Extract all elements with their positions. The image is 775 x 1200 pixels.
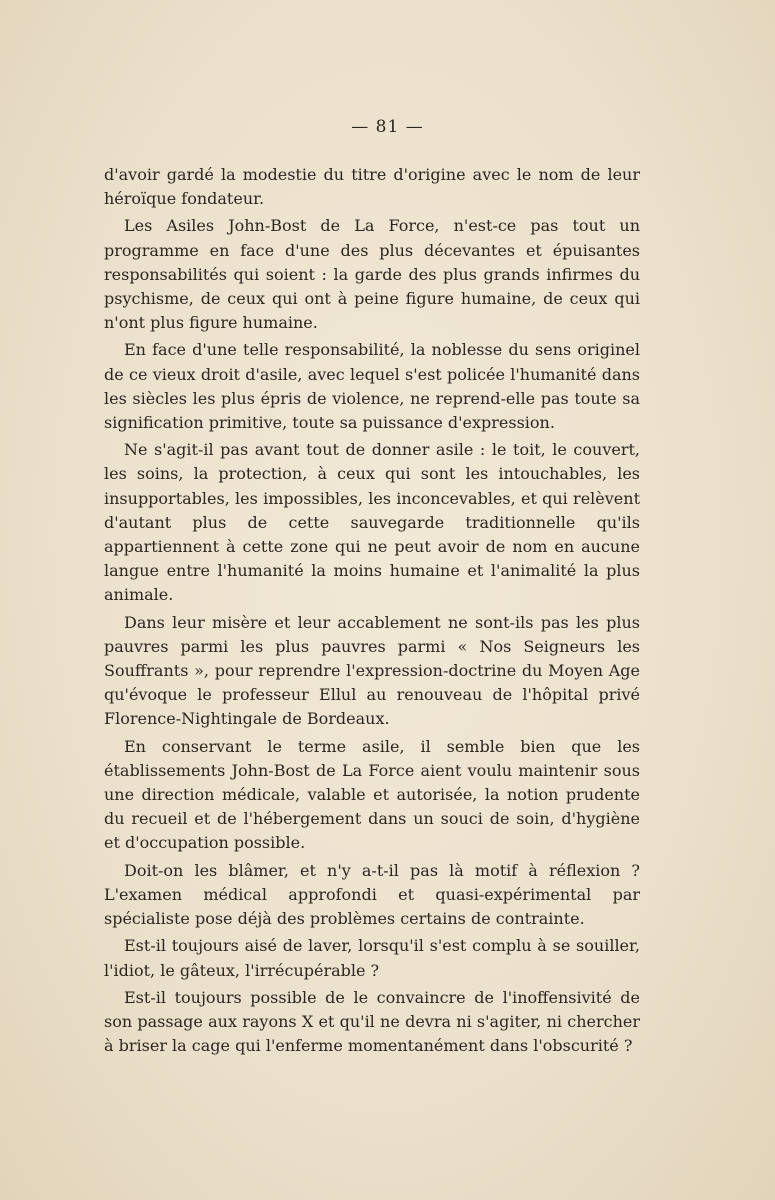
page-body-text (104, 163, 640, 1061)
paragraph-8: Est-il toujours aisé de laver, lorsqu'il s'est complu à se souiller, l'idiot, le gâteux, l'irrécupérable ? (104, 936, 640, 980)
paragraph-6: En conservant le terme asile, il semble bien que les établissements John-Bost de La Force aient voulu maintenir sous une direction médicale, valable et autorisée, la notion prudente du recueil et de l'hébergement dans un souci de soin, d'hygiène et d'occupation possible. (104, 736, 640, 853)
paragraph-1: d'avoir gardé la modestie du titre d'origine avec le nom de leur héroïque fondateur. (104, 165, 640, 209)
paragraph-3: En face d'une telle responsabilité, la noblesse du sens originel de ce vieux droit d'asile, avec lequel s'est policée l'humanité dans les siècles les plus épris de violence, ne reprend-elle pas toute sa signification primitive, toute sa puissance d'expression. (104, 340, 640, 433)
page-number: — 81 — (351, 117, 424, 137)
paragraph-7: Doit-on les blâmer, et n'y a-t-il pas là motif à réflexion ? L'examen médical approfondi et quasi-expérimental par spécialiste pose déjà des problèmes certains de contrainte. (104, 860, 640, 929)
paragraph-9: Est-il toujours possible de le convaincre de l'inoffensivité de son passage aux rayons X et qu'il ne devra ni s'agiter, ni chercher à briser la cage qui l'enferme momentanément dans l'obscurité ? (104, 987, 640, 1056)
paragraph-2: Les Asiles John-Bost de La Force, n'est-ce pas tout un programme en face d'une des plus décevantes et épuisantes responsabilités qui soient : la garde des plus grands infirmes du psychisme, de ceux qui ont à peine figure humaine, de ceux qui n'ont plus figure humaine. (104, 216, 640, 333)
paragraph-5: Dans leur misère et leur accablement ne sont-ils pas les plus pauvres parmi les plus pauvres parmi « Nos Seigneurs les Souffrants », pour reprendre l'expression-doctrine du Moyen Age qu'évoque le professeur Ellul au renouveau de l'hôpital privé Florence-Nightingale de Bordeaux. (104, 612, 640, 729)
paragraph-4: Ne s'agit-il pas avant tout de donner asile : le toit, le couvert, les soins, la protection, à ceux qui sont les intouchables, les insupportables, les impossibles, les inconcevables, et qui relèvent d'autant plus de cette sauvegarde traditionnelle qu'ils appartiennent à cette zone qui ne peut avoir de nom en aucune langue entre l'humanité la moins humaine et l'animalité la plus animale. (104, 440, 640, 605)
